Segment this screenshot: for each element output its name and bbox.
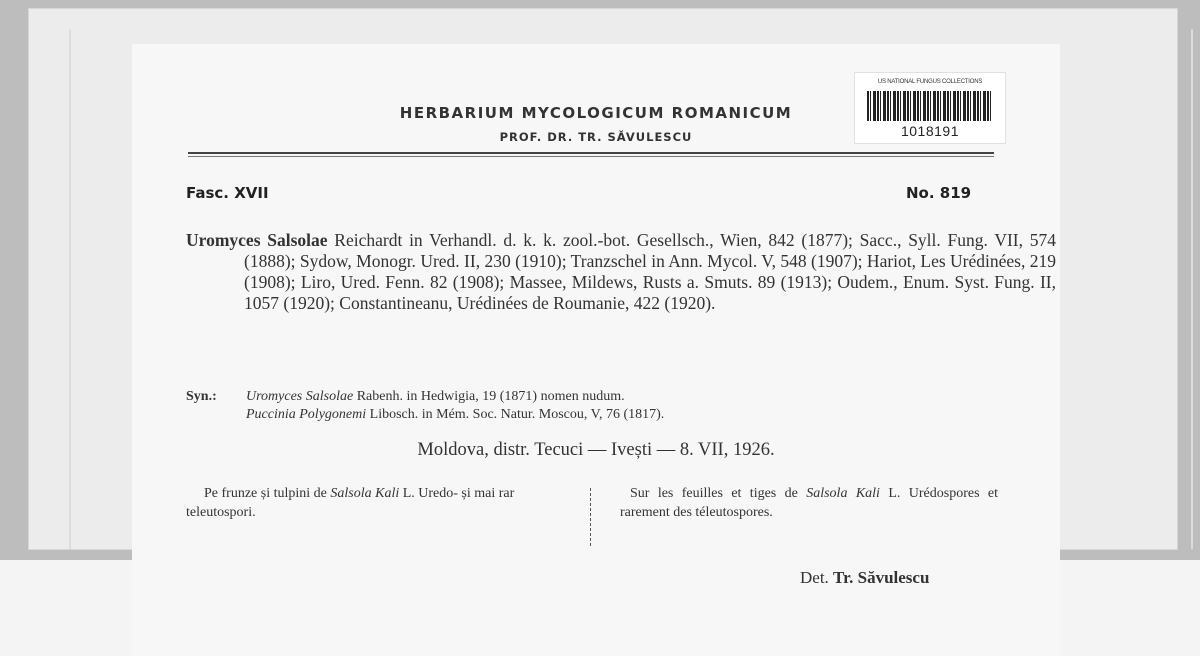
herbarium-curator: PROF. DR. TR. SĂVULESCU (499, 130, 693, 144)
barcode-number: 1018191 (900, 123, 959, 139)
host-ro-prefix: Pe frunze și tulpini de (204, 486, 331, 501)
specimen-number: No. 819 (906, 184, 972, 202)
host-fr-prefix: Sur les feuilles et tiges de (630, 486, 807, 501)
determiner-name: Tr. Săvulescu (833, 568, 930, 587)
herbarium-title: HERBARIUM MYCOLOGICUM ROMANICUM (399, 104, 793, 122)
host-description-french (620, 484, 998, 522)
host-fr-name: Salsola Kali (806, 486, 880, 501)
barcode-sticker (854, 72, 1006, 144)
header-rule (188, 152, 994, 154)
barcode-institution: US NATIONAL FUNGUS COLLECTIONS (877, 79, 983, 85)
synonym-name: Puccinia Polygonemi (246, 407, 367, 422)
synonym-ref: Libosch. in Mém. Soc. Natur. Moscou, V, 76 (1817). (366, 407, 665, 422)
synonym-item (246, 388, 625, 406)
determiner (800, 568, 929, 588)
determiner-label: Det. (800, 568, 829, 587)
synonym-item (246, 406, 664, 424)
species-citation (186, 230, 1056, 314)
citation-text: Reichardt in Verhandl. d. k. k. zool.-bot. Gesellsch., Wien, 842 (1877); Sacc., Syll. Fung. VII, 574 (1888); Sydow, Monogr. Ured. II, 230 (1910); Tranzschel in Ann. Mycol. V, 548 (1907); Hariot, Les Urédinées, 219 (1908); Liro, Ured. Fenn. 82 (1908); Massee, Mildews, Rusts a. Smuts. 89 (1913); Oudem., Enum. Syst. Fung. II, 1057 (1920); Constantineanu, Urédinées de Roumanie, 422 (1920). (244, 230, 1056, 313)
column-divider (590, 488, 591, 546)
synonym-name: Uromyces Salsolae (246, 389, 354, 404)
herbarium-label (132, 44, 1060, 656)
collection-locality: Moldova, distr. Tecuci — Ivești — 8. VII, 1926. (417, 440, 775, 460)
host-description-romanian (186, 484, 566, 522)
fascicle-number: Fasc. XVII (186, 184, 269, 202)
host-ro-suffix: L. Uredo- și mai rar teleutospori. (186, 486, 515, 520)
synonym-ref: Rabenh. in Hedwigia, 19 (1871) nomen nudum. (353, 389, 625, 404)
synonyms-label: Syn.: (186, 389, 217, 404)
header-rule-thin (188, 156, 994, 157)
barcode-icon (867, 91, 993, 121)
host-fr-suffix: L. Urédospores et rarement des téleutospores. (620, 486, 998, 520)
host-ro-name: Salsola Kali (330, 486, 400, 501)
species-name: Uromyces Salsolae (186, 230, 328, 250)
